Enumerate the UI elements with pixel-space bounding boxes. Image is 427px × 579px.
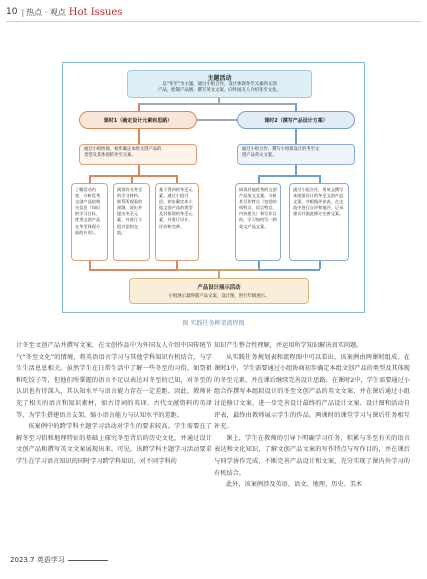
lesson2-desc-line1: 通过小组合作，撰写小组拟设计的冬至文 [242,147,320,152]
connector-to-act2 [131,175,133,183]
connector-to-lesson1 [138,103,140,111]
right-column [214,340,410,491]
connector-act4-bottom [258,261,260,269]
header-divider [6,21,421,22]
lesson2-activity-2: 通过小组合作，用英文撰写本组拟设计的冬至文创产品文案，并根据评价表，在交流中进行自评和他评，记录建议并据此修订完善文案。 [289,183,349,261]
connector-lesson2-to-sub2 [295,129,297,144]
display-desc: 小组展示最终版产品文案、设计图，进行年级展示。 [168,294,270,299]
left-column [16,340,212,468]
connector-lesson1-to-sub1 [138,129,140,144]
connector-bottom-join [177,269,259,271]
right-paragraph-3: 课上，学生在教师的引导下明确学习任务，积累与冬至有关的语言表达和文化知识，了解文创产品文案的写作特点与写作目的，并在课后与同学协作完成，不断完善产品设计和文案，充分实现了课内外学习的有机结合。 [214,434,410,477]
lesson2-activity-1: 研读其他优秀的文创产品英文文案，分析其写作特点（包括结构特点、语言特点、内容要点）和写作目的，学习如何写一则英文产品文案。 [235,183,281,261]
connector-to-act5 [319,175,321,183]
connector-sub1-down [138,165,140,175]
header-separator: | [21,7,25,17]
section-label: 热点 · 观点 [26,7,66,17]
footer-underline [68,560,108,561]
right-paragraph-1: 知识产生整合性理解，并运用所学知识解决真实问题。 [214,342,363,349]
lesson1-activity-3: 基于得到的冬至元素，通过小组讨论，初步确定本小组文创产品的类型及其体现的冬至元素，并进行设计，评价和完善。 [155,183,199,261]
lesson1-activity-2: 阅读有关冬至的学习材料，联系所观看的视频，说出并提出冬至元素，并进行小组讨论和交流。 [113,183,150,261]
connector-theme-branch [138,103,296,105]
page-footer [10,555,108,565]
lesson2-desc-box [237,144,355,165]
theme-desc-line2: 产品，绘制产品图，撰写英文文案，向外国友人介绍冬至文化。 [158,87,281,93]
lesson1-desc-box [79,144,197,165]
practice-task-flowchart [62,62,365,313]
connector-act5-bottom [319,261,321,269]
left-paragraph-1: 计冬至文创产品并撰写文案，在文创作品中为外国友人介绍中国传统节气“冬至文化”的情境，将英语语言学习与其他学科知识有机结合，与学生生活息息相关。虽然学生在日常生活中了解一些冬至的习俗，如祭祖和吃饺子等，但他们所掌握的语言不足以表达对冬至的已知，对冬至的认识也有待深入，其认知水平与语言能力存在一定差距。因此，教师补充了相关的语言和知识素材，如古诗词的英译、古代文献资料的英译等，为学生搭建语言支架，缩小语言能力与认知水平的差距。 [16,342,212,419]
page-header [6,5,122,19]
theme-desc-line1: 以“冬至”为主题，通过小组合作，设计体现冬至元素的文创 [162,82,277,87]
connector-to-lesson2 [295,103,297,111]
connector-act3-bottom [176,261,178,269]
connector-lesson1-to-lesson2 [197,119,237,121]
lesson2-desc-line2: 创产品英文文案。 [242,153,277,159]
product-display-box [129,278,309,304]
page-number: 10 [6,7,18,17]
lesson1-activity-1: 了解活动内容，分析优秀文创产品的相关信息（知识的学习目标，优秀文创产品在冬至体现方面的应用）。 [71,183,108,261]
theme-title: 主题活动 [207,75,232,82]
connector-sub2-down [295,165,297,175]
connector-right-activities [258,175,320,177]
connector-right-bottom [258,269,320,271]
connector-to-act1 [89,175,91,183]
lesson2-label: 课时2（撰写产品设计方案） [237,111,355,129]
right-paragraph-2: 从实践任务规划表和流程图中可以看出，该案例由两课时组成。在课时1中，学生需要通过小组协商初步确定本组文创产品的类型及其体现的冬至元素，并在课后继续完善设计思路。在课时2中，学生需要通过小组合作撰写本组拟设计的冬至文创产品的英文文案，并在课后通过小组讨论修订文案，进一步完善设计最终的产品设计文案、设计图和活动自评表，最终由教师展示学生的作品。两课时的课堂学习与课后任务相互补充。 [214,353,410,431]
lesson1-desc-line1: 通过小组协商，初步确定本组文创产品的 [84,147,162,152]
lesson1-desc-line2: 类型及其体现的冬至元素。 [84,153,136,159]
theme-activity-box [127,70,312,98]
connector-act1-bottom [89,261,91,269]
left-paragraph-2: 该案例中的跨学科主题学习活动对学生的要求较高。学生需要在了解冬至习俗和地理特征的基础上探究冬至背后的历史文化，并通过设计文创产品和撰写英文文案展现出来。可见，该跨学科主题学习活动要求学生在学习语言知识的同时学习跨学科知识，对不同学科的 [16,423,212,465]
section-title-en: Hot Issues [68,6,123,18]
connector-left-bottom [89,269,177,271]
connector-to-act4 [258,175,260,183]
connector-to-act3 [176,175,178,183]
lesson1-label: 课时1（确定设计元素和思路） [79,111,197,129]
connector-left-activities [89,175,177,177]
right-paragraph-4: 此外，该案例涉及英语、语文、地理、历史、美术 [226,481,363,489]
figure-caption: 图 实践任务框架流程图 [182,320,245,327]
display-title: 产品设计展示活动 [197,285,241,291]
issue-label: 2023.7 英语学习 [10,556,65,564]
